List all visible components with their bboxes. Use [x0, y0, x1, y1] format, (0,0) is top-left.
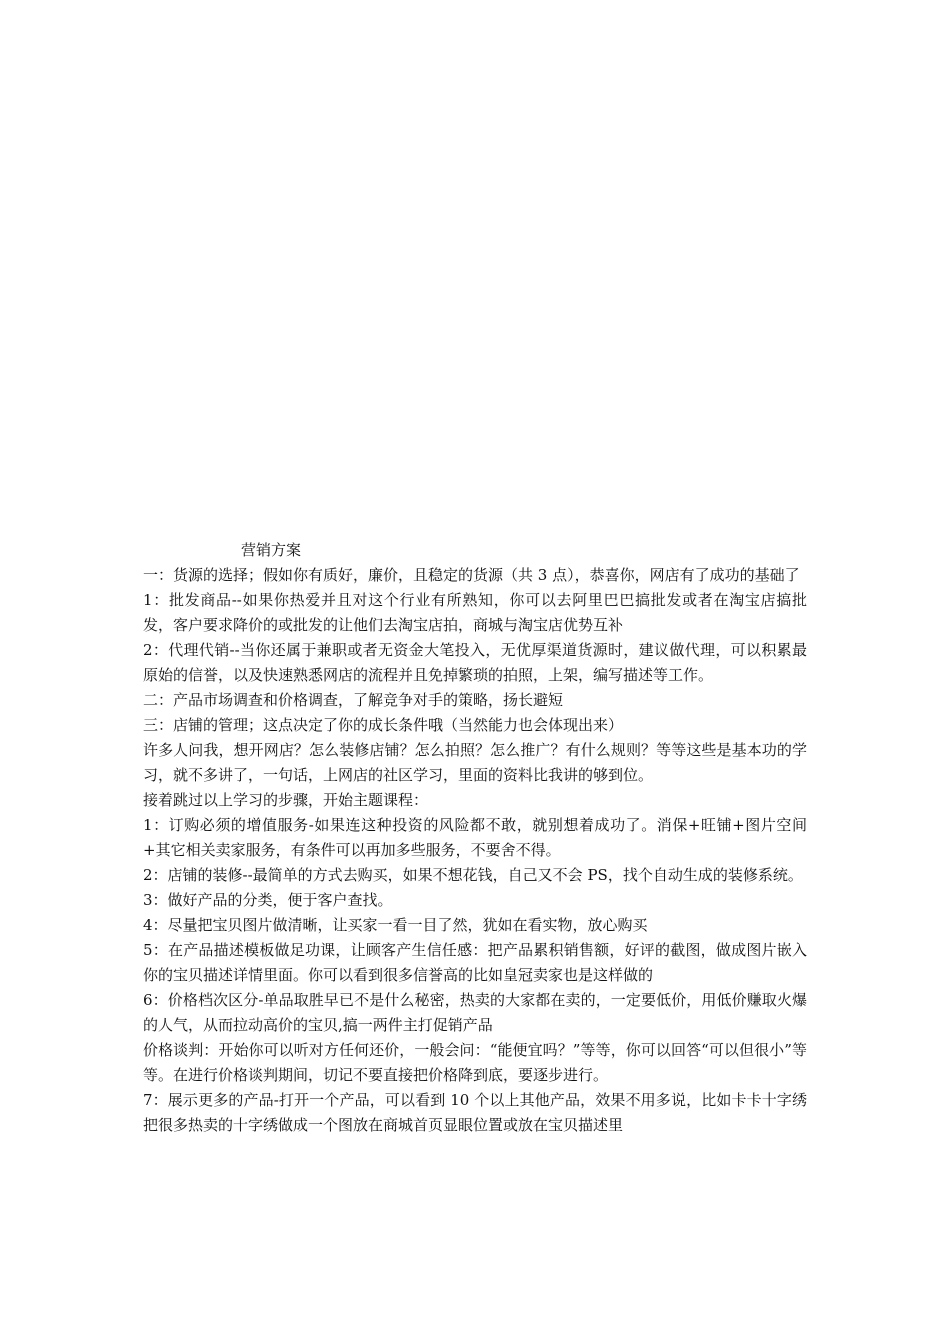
paragraph-price-tiers: 6：价格档次区分-单品取胜早已不是什么秘密，热卖的大家都在卖的，一定要低价，用低价赚取火爆的人气，从而拉动高价的宝贝,搞一两件主打促销产品: [143, 991, 807, 1034]
paragraph-more-products: 7：展示更多的产品-打开一个产品，可以看到 10 个以上其他产品，效果不用多说，比如卡卡十字绣把很多热卖的十字绣做成一个图放在商城首页显眼位置或放在宝贝描述里: [143, 1091, 807, 1134]
document-body: [143, 538, 807, 1138]
paragraph-agency: 2：代理代销--当你还属于兼职或者无资金大笔投入，无优厚渠道货源时，建议做代理，可以积累最原始的信誉，以及快速熟悉网店的流程并且免掉繁琐的拍照，上架，编写描述等工作。: [143, 641, 807, 684]
paragraph-wholesale: 1：批发商品--如果你热爱并且对这个行业有所熟知，你可以去阿里巴巴搞批发或者在淘宝店搞批发，客户要求降价的或批发的让他们去淘宝店拍，商城与淘宝店优势互补: [143, 591, 807, 634]
paragraph-supply-selection: 一：货源的选择；假如你有质好，廉价，且稳定的货源（共 3 点），恭喜你，网店有了成功的基础了: [143, 566, 800, 584]
paragraph-store-management: 三：店铺的管理；这点决定了你的成长条件哦（当然能力也会体现出来）: [143, 716, 624, 734]
paragraph-faq: 许多人问我，想开网店？怎么装修店铺？怎么拍照？怎么推广？有什么规则？等等这些是基本功的学习，就不多讲了，一句话，上网店的社区学习，里面的资料比我讲的够到位。: [143, 741, 807, 784]
paragraph-store-decoration: 2：店铺的装修--最简单的方式去购买，如果不想花钱，自己又不会 PS，找个自动生成的装修系统。: [143, 866, 803, 884]
paragraph-product-categories: 3：做好产品的分类，便于客户查找。: [143, 891, 393, 909]
paragraph-price-negotiation: 价格谈判：开始你可以听对方任何还价，一般会问：“能便宜吗？”等等，你可以回答“可以但很小”等等。在进行价格谈判期间，切记不要直接把价格降到底，要逐步进行。: [143, 1041, 807, 1084]
document-title: 营销方案: [241, 541, 302, 559]
paragraph-product-images: 4：尽量把宝贝图片做清晰，让买家一看一目了然，犹如在看实物，放心购买: [143, 916, 648, 934]
paragraph-value-added-services: 1：订购必须的增值服务-如果连这种投资的风险都不敢，就别想着成功了。消保+旺铺+图片空间+其它相关卖家服务，有条件可以再加多些服务，不要舍不得。: [143, 816, 807, 859]
paragraph-course-intro: 接着跳过以上学习的步骤，开始主题课程：: [143, 791, 429, 809]
paragraph-description-template: 5：在产品描述模板做足功课，让顾客产生信任感：把产品累积销售额，好评的截图，做成图片嵌入你的宝贝描述详情里面。你可以看到很多信誉高的比如皇冠卖家也是这样做的: [143, 941, 807, 984]
paragraph-market-research: 二：产品市场调查和价格调查，了解竞争对手的策略，扬长避短: [143, 691, 564, 709]
